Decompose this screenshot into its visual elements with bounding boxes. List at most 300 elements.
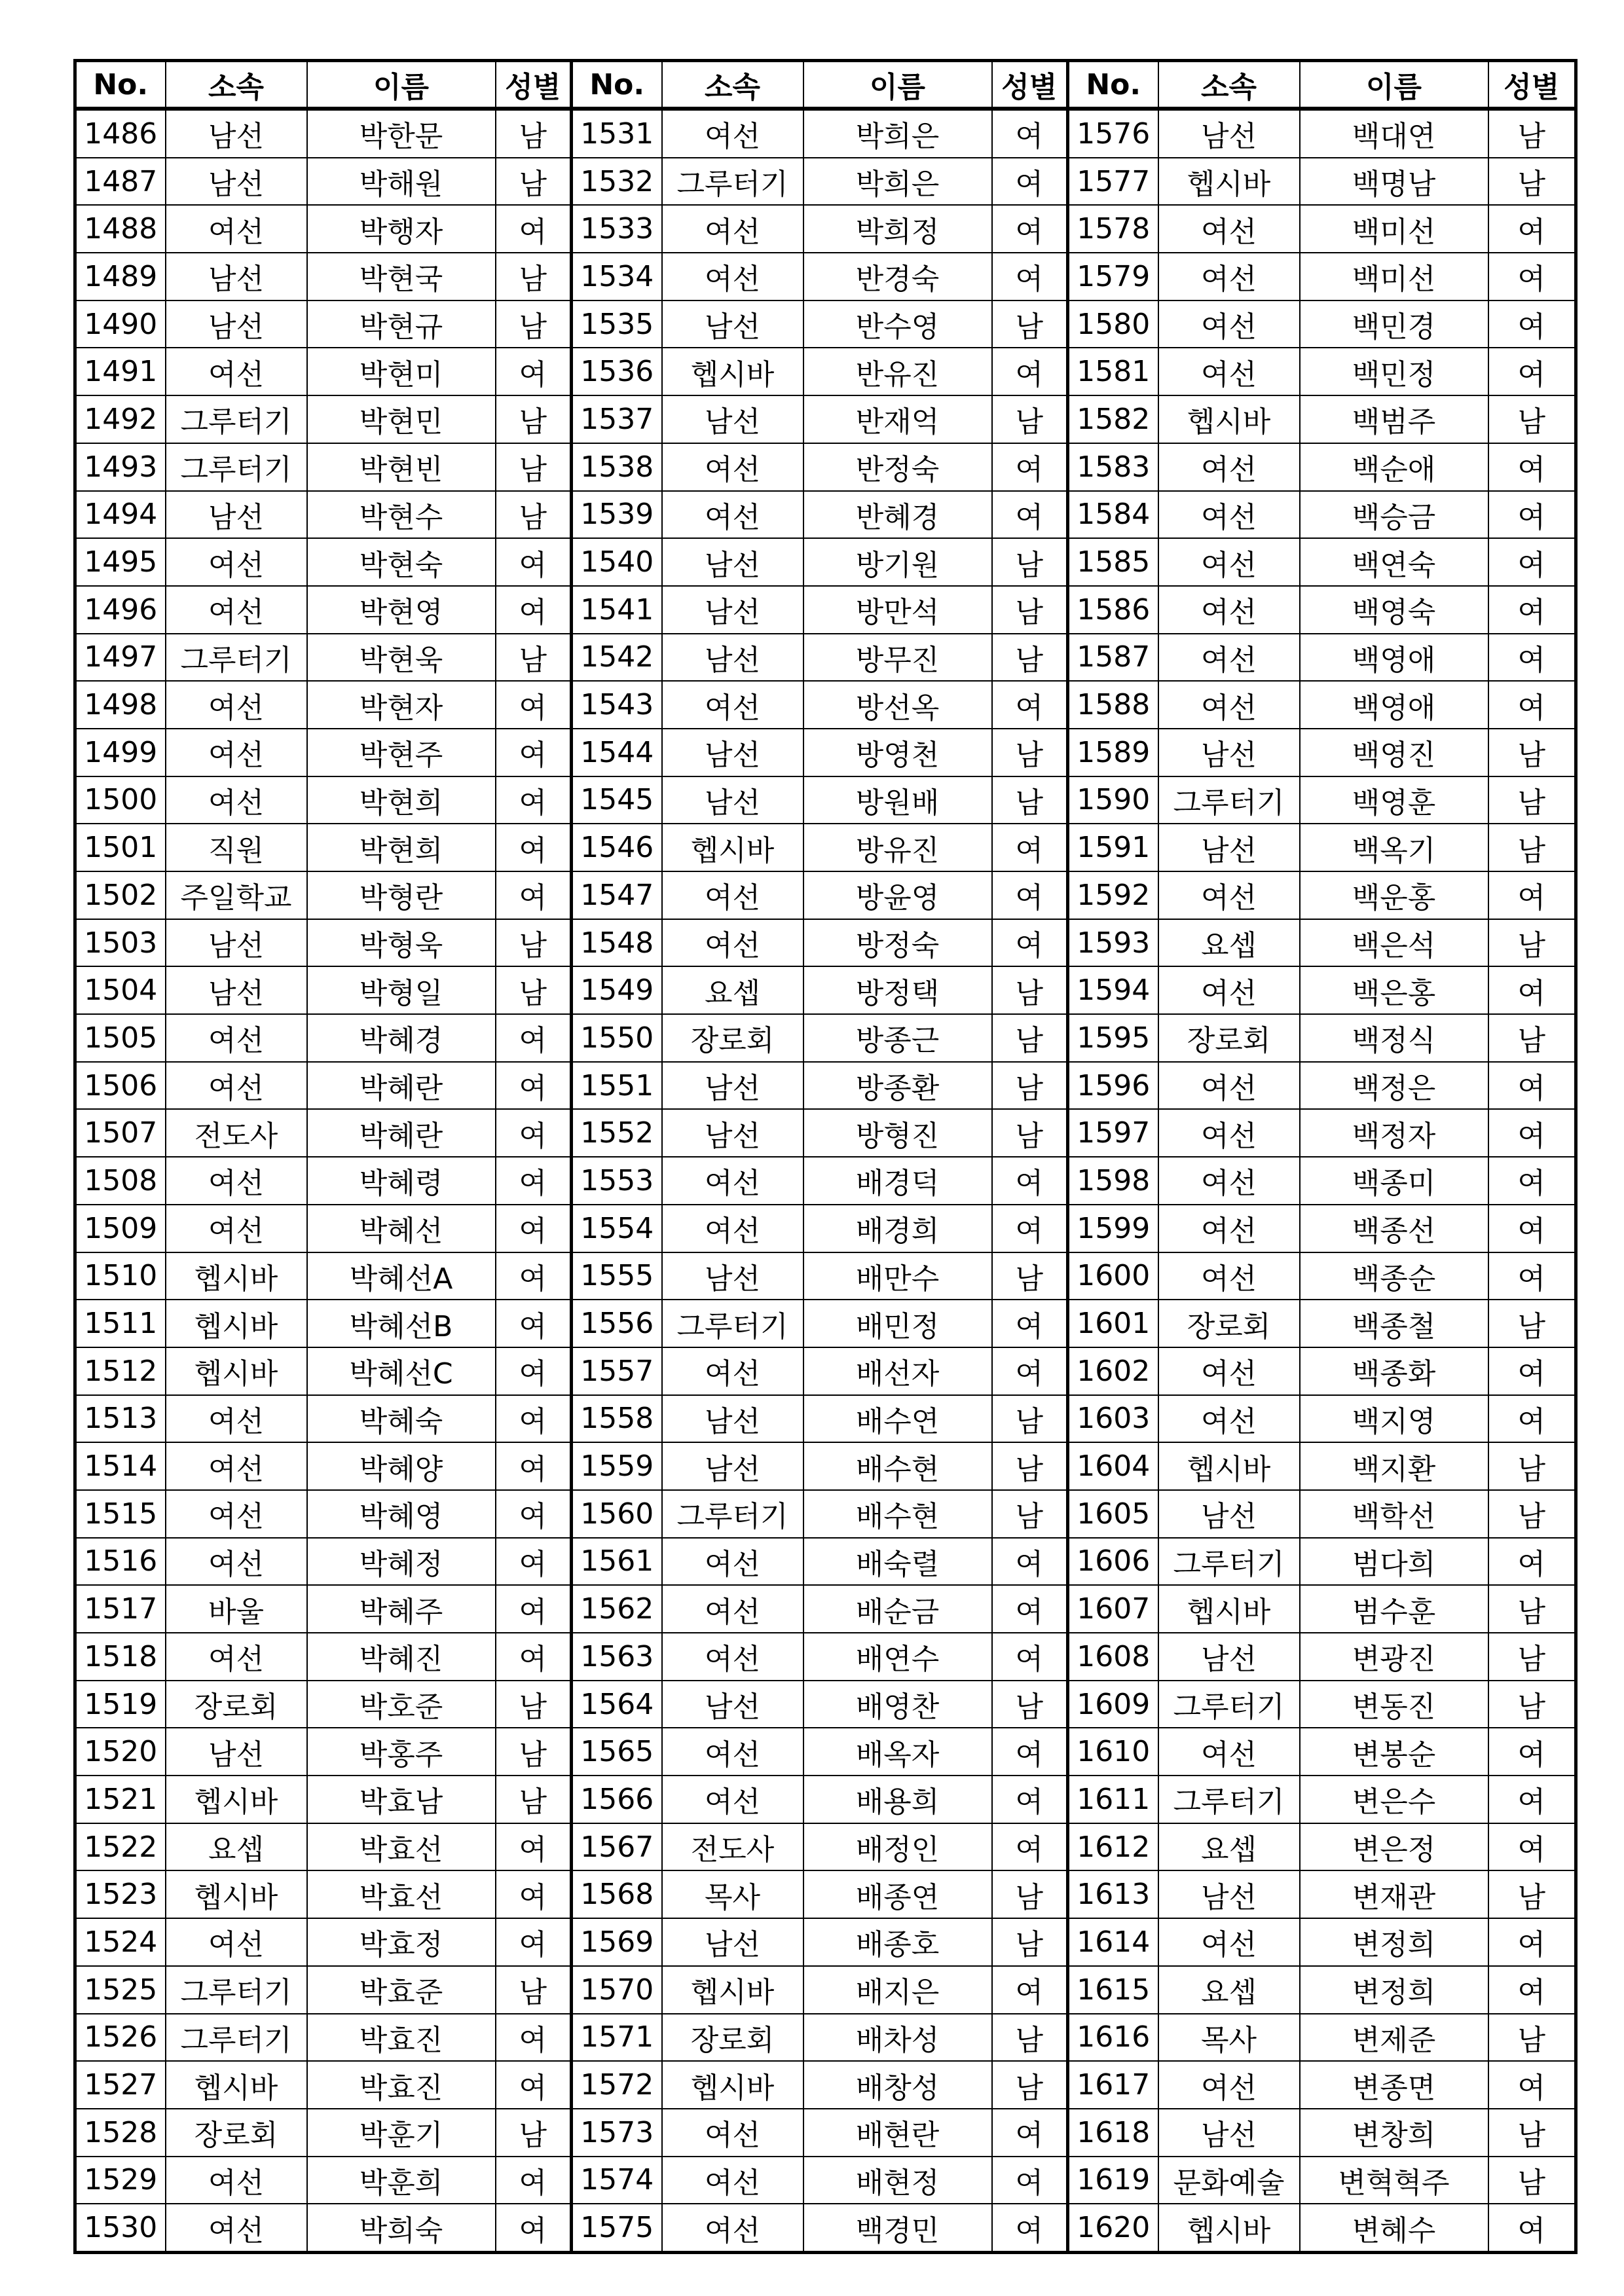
table-row xyxy=(75,776,1576,824)
cell-gender: 여 xyxy=(992,1966,1068,2014)
cell-gender: 여 xyxy=(1488,1157,1576,1205)
cell-name: 박호준 xyxy=(307,1681,496,1728)
cell-affiliation: 여선 xyxy=(662,205,803,253)
cell-gender: 남 xyxy=(1488,1681,1576,1728)
cell-name: 백운홍 xyxy=(1300,871,1488,919)
cell-number: 1596 xyxy=(1068,1062,1158,1110)
cell-number: 1546 xyxy=(572,824,662,871)
cell-gender: 여 xyxy=(992,871,1068,919)
cell-gender: 남 xyxy=(992,634,1068,682)
cell-name: 박현국 xyxy=(307,253,496,301)
cell-number: 1529 xyxy=(75,2157,166,2204)
cell-affiliation: 헵시바 xyxy=(166,1776,307,1823)
table-row xyxy=(75,634,1576,682)
cell-number: 1616 xyxy=(1068,2014,1158,2062)
cell-affiliation: 여선 xyxy=(662,1728,803,1776)
cell-number: 1615 xyxy=(1068,1966,1158,2014)
cell-affiliation: 여선 xyxy=(1158,966,1300,1014)
cell-number: 1536 xyxy=(572,348,662,395)
cell-name: 박혜영 xyxy=(307,1490,496,1538)
cell-number: 1531 xyxy=(572,109,662,158)
cell-gender: 남 xyxy=(496,158,572,206)
cell-name: 박현영 xyxy=(307,586,496,634)
cell-affiliation: 여선 xyxy=(662,919,803,967)
cell-number: 1550 xyxy=(572,1014,662,1062)
cell-number: 1532 xyxy=(572,158,662,206)
cell-number: 1505 xyxy=(75,1014,166,1062)
cell-number: 1614 xyxy=(1068,1918,1158,1966)
cell-gender: 여 xyxy=(1488,586,1576,634)
cell-affiliation: 남선 xyxy=(662,1442,803,1490)
cell-gender: 남 xyxy=(992,1062,1068,1110)
cell-name: 백지환 xyxy=(1300,1442,1488,1490)
cell-name: 백정식 xyxy=(1300,1014,1488,1062)
cell-name: 반경숙 xyxy=(803,253,992,301)
cell-number: 1553 xyxy=(572,1157,662,1205)
cell-affiliation: 주일학교 xyxy=(166,871,307,919)
cell-name: 박효준 xyxy=(307,1966,496,2014)
cell-number: 1526 xyxy=(75,2014,166,2062)
cell-gender: 여 xyxy=(1488,966,1576,1014)
cell-number: 1560 xyxy=(572,1490,662,1538)
cell-number: 1535 xyxy=(572,301,662,348)
cell-gender: 여 xyxy=(1488,205,1576,253)
cell-name: 배경덕 xyxy=(803,1157,992,1205)
cell-name: 배차성 xyxy=(803,2014,992,2062)
cell-name: 백영훈 xyxy=(1300,776,1488,824)
cell-name: 박현자 xyxy=(307,681,496,729)
cell-gender: 여 xyxy=(992,109,1068,158)
cell-number: 1500 xyxy=(75,776,166,824)
table-row xyxy=(75,1870,1576,1918)
cell-gender: 남 xyxy=(1488,2014,1576,2062)
cell-name: 박혜숙 xyxy=(307,1395,496,1443)
cell-gender: 남 xyxy=(992,1252,1068,1300)
header-row xyxy=(75,61,1576,109)
cell-number: 1593 xyxy=(1068,919,1158,967)
cell-number: 1542 xyxy=(572,634,662,682)
cell-gender: 여 xyxy=(496,1347,572,1395)
table-row xyxy=(75,586,1576,634)
cell-name: 범수훈 xyxy=(1300,1585,1488,1633)
cell-affiliation: 여선 xyxy=(1158,1157,1300,1205)
cell-name: 백민정 xyxy=(1300,348,1488,395)
cell-affiliation: 헵시바 xyxy=(1158,2204,1300,2252)
cell-name: 배연수 xyxy=(803,1633,992,1681)
table-row xyxy=(75,1109,1576,1157)
cell-gender: 여 xyxy=(1488,1252,1576,1300)
cell-gender: 여 xyxy=(1488,1062,1576,1110)
cell-name: 배순금 xyxy=(803,1585,992,1633)
cell-gender: 남 xyxy=(496,301,572,348)
cell-affiliation: 여선 xyxy=(662,1585,803,1633)
cell-affiliation: 남선 xyxy=(662,729,803,776)
cell-gender: 남 xyxy=(1488,776,1576,824)
table-row xyxy=(75,681,1576,729)
cell-affiliation: 여선 xyxy=(662,491,803,539)
table-row xyxy=(75,2014,1576,2062)
cell-name: 박혜양 xyxy=(307,1442,496,1490)
cell-number: 1539 xyxy=(572,491,662,539)
cell-number: 1565 xyxy=(572,1728,662,1776)
cell-number: 1524 xyxy=(75,1918,166,1966)
cell-affiliation: 남선 xyxy=(1158,1633,1300,1681)
cell-name: 박현숙 xyxy=(307,538,496,586)
cell-gender: 여 xyxy=(1488,1776,1576,1823)
cell-gender: 여 xyxy=(496,2204,572,2252)
cell-affiliation: 헵시바 xyxy=(166,1870,307,1918)
cell-name: 방정택 xyxy=(803,966,992,1014)
cell-affiliation: 여선 xyxy=(662,681,803,729)
cell-name: 변동진 xyxy=(1300,1681,1488,1728)
cell-affiliation: 장로회 xyxy=(166,2109,307,2157)
cell-number: 1533 xyxy=(572,205,662,253)
cell-number: 1527 xyxy=(75,2061,166,2109)
cell-name: 방종근 xyxy=(803,1014,992,1062)
cell-affiliation: 남선 xyxy=(662,538,803,586)
cell-gender: 여 xyxy=(496,1395,572,1443)
table-row xyxy=(75,443,1576,491)
cell-number: 1561 xyxy=(572,1538,662,1586)
cell-gender: 남 xyxy=(992,538,1068,586)
cell-name: 백미선 xyxy=(1300,253,1488,301)
cell-name: 박형일 xyxy=(307,966,496,1014)
cell-affiliation: 헵시바 xyxy=(662,1966,803,2014)
cell-affiliation: 요셉 xyxy=(1158,1823,1300,1871)
cell-affiliation: 바울 xyxy=(166,1585,307,1633)
cell-affiliation: 여선 xyxy=(1158,1062,1300,1110)
cell-gender: 여 xyxy=(496,1157,572,1205)
cell-gender: 여 xyxy=(992,1728,1068,1776)
cell-name: 백경민 xyxy=(803,2204,992,2252)
cell-number: 1600 xyxy=(1068,1252,1158,1300)
cell-gender: 여 xyxy=(496,1490,572,1538)
cell-affiliation: 헵시바 xyxy=(1158,395,1300,443)
cell-number: 1609 xyxy=(1068,1681,1158,1728)
cell-number: 1491 xyxy=(75,348,166,395)
cell-number: 1537 xyxy=(572,395,662,443)
cell-number: 1521 xyxy=(75,1776,166,1823)
cell-affiliation: 직원 xyxy=(166,824,307,871)
cell-gender: 여 xyxy=(1488,2061,1576,2109)
table-row xyxy=(75,1490,1576,1538)
cell-number: 1577 xyxy=(1068,158,1158,206)
cell-affiliation: 남선 xyxy=(166,1728,307,1776)
cell-number: 1598 xyxy=(1068,1157,1158,1205)
cell-gender: 여 xyxy=(496,1823,572,1871)
cell-number: 1574 xyxy=(572,2157,662,2204)
cell-affiliation: 여선 xyxy=(1158,348,1300,395)
cell-number: 1590 xyxy=(1068,776,1158,824)
cell-number: 1543 xyxy=(572,681,662,729)
cell-number: 1501 xyxy=(75,824,166,871)
cell-number: 1507 xyxy=(75,1109,166,1157)
cell-number: 1508 xyxy=(75,1157,166,1205)
cell-number: 1617 xyxy=(1068,2061,1158,2109)
cell-affiliation: 그루터기 xyxy=(662,1490,803,1538)
cell-gender: 여 xyxy=(496,1538,572,1586)
cell-gender: 남 xyxy=(1488,395,1576,443)
cell-affiliation: 여선 xyxy=(166,1918,307,1966)
cell-name: 백정은 xyxy=(1300,1062,1488,1110)
cell-name: 배현정 xyxy=(803,2157,992,2204)
cell-number: 1538 xyxy=(572,443,662,491)
cell-gender: 남 xyxy=(992,1109,1068,1157)
cell-number: 1490 xyxy=(75,301,166,348)
cell-gender: 여 xyxy=(496,1109,572,1157)
cell-affiliation: 남선 xyxy=(1158,729,1300,776)
cell-gender: 남 xyxy=(992,1014,1068,1062)
cell-gender: 여 xyxy=(1488,1347,1576,1395)
cell-affiliation: 여선 xyxy=(1158,301,1300,348)
cell-number: 1559 xyxy=(572,1442,662,1490)
cell-affiliation: 요셉 xyxy=(1158,919,1300,967)
cell-affiliation: 여선 xyxy=(662,109,803,158)
cell-number: 1603 xyxy=(1068,1395,1158,1443)
cell-gender: 여 xyxy=(1488,1918,1576,1966)
cell-name: 방기원 xyxy=(803,538,992,586)
cell-gender: 여 xyxy=(496,1585,572,1633)
cell-number: 1498 xyxy=(75,681,166,729)
cell-gender: 여 xyxy=(992,348,1068,395)
cell-number: 1618 xyxy=(1068,2109,1158,2157)
cell-name: 반혜경 xyxy=(803,491,992,539)
cell-gender: 여 xyxy=(992,253,1068,301)
cell-number: 1585 xyxy=(1068,538,1158,586)
cell-gender: 여 xyxy=(496,1870,572,1918)
cell-name: 변재관 xyxy=(1300,1870,1488,1918)
cell-affiliation: 남선 xyxy=(662,395,803,443)
cell-gender: 여 xyxy=(992,205,1068,253)
table-row xyxy=(75,301,1576,348)
cell-name: 박현민 xyxy=(307,395,496,443)
cell-gender: 여 xyxy=(992,2204,1068,2252)
cell-number: 1496 xyxy=(75,586,166,634)
cell-name: 박훈기 xyxy=(307,2109,496,2157)
cell-gender: 여 xyxy=(1488,1966,1576,2014)
cell-gender: 남 xyxy=(992,395,1068,443)
cell-gender: 남 xyxy=(1488,1442,1576,1490)
cell-gender: 여 xyxy=(496,1205,572,1252)
cell-number: 1511 xyxy=(75,1300,166,1347)
cell-number: 1515 xyxy=(75,1490,166,1538)
header-number: No. xyxy=(75,61,166,109)
cell-name: 백명남 xyxy=(1300,158,1488,206)
cell-affiliation: 헵시바 xyxy=(166,1300,307,1347)
cell-name: 박혜선C xyxy=(307,1347,496,1395)
cell-affiliation: 남선 xyxy=(662,1395,803,1443)
cell-number: 1549 xyxy=(572,966,662,1014)
cell-number: 1620 xyxy=(1068,2204,1158,2252)
cell-name: 방정숙 xyxy=(803,919,992,967)
cell-gender: 남 xyxy=(992,1681,1068,1728)
table-row xyxy=(75,1823,1576,1871)
cell-name: 백영애 xyxy=(1300,634,1488,682)
cell-number: 1528 xyxy=(75,2109,166,2157)
cell-gender: 여 xyxy=(992,681,1068,729)
cell-name: 박현욱 xyxy=(307,634,496,682)
cell-name: 박훈희 xyxy=(307,2157,496,2204)
cell-affiliation: 남선 xyxy=(166,253,307,301)
cell-number: 1589 xyxy=(1068,729,1158,776)
cell-affiliation: 남선 xyxy=(166,301,307,348)
cell-name: 방무진 xyxy=(803,634,992,682)
cell-number: 1551 xyxy=(572,1062,662,1110)
cell-name: 배수현 xyxy=(803,1442,992,1490)
cell-affiliation: 여선 xyxy=(1158,1728,1300,1776)
cell-name: 박혜진 xyxy=(307,1633,496,1681)
cell-gender: 여 xyxy=(496,538,572,586)
cell-affiliation: 요셉 xyxy=(1158,1966,1300,2014)
cell-gender: 남 xyxy=(496,109,572,158)
cell-affiliation: 여선 xyxy=(1158,253,1300,301)
cell-affiliation: 헵시바 xyxy=(166,2061,307,2109)
cell-number: 1604 xyxy=(1068,1442,1158,1490)
header-affiliation: 소속 xyxy=(166,61,307,109)
table-row xyxy=(75,1966,1576,2014)
cell-number: 1514 xyxy=(75,1442,166,1490)
roster-body xyxy=(75,109,1576,2252)
cell-name: 박희은 xyxy=(803,109,992,158)
cell-affiliation: 여선 xyxy=(166,538,307,586)
cell-gender: 여 xyxy=(992,1633,1068,1681)
cell-affiliation: 여선 xyxy=(166,2204,307,2252)
cell-number: 1563 xyxy=(572,1633,662,1681)
cell-name: 박효진 xyxy=(307,2014,496,2062)
cell-gender: 여 xyxy=(1488,1538,1576,1586)
cell-number: 1557 xyxy=(572,1347,662,1395)
cell-number: 1611 xyxy=(1068,1776,1158,1823)
cell-gender: 여 xyxy=(1488,253,1576,301)
cell-name: 반유진 xyxy=(803,348,992,395)
cell-gender: 남 xyxy=(992,729,1068,776)
cell-number: 1608 xyxy=(1068,1633,1158,1681)
cell-affiliation: 장로회 xyxy=(166,1681,307,1728)
cell-gender: 여 xyxy=(1488,1728,1576,1776)
cell-affiliation: 그루터기 xyxy=(1158,1538,1300,1586)
cell-gender: 남 xyxy=(1488,1490,1576,1538)
cell-gender: 여 xyxy=(992,491,1068,539)
cell-name: 배종호 xyxy=(803,1918,992,1966)
cell-name: 백순애 xyxy=(1300,443,1488,491)
cell-name: 배지은 xyxy=(803,1966,992,2014)
cell-affiliation: 여선 xyxy=(1158,2061,1300,2109)
cell-affiliation: 남선 xyxy=(1158,1490,1300,1538)
cell-affiliation: 전도사 xyxy=(166,1109,307,1157)
cell-number: 1540 xyxy=(572,538,662,586)
cell-number: 1525 xyxy=(75,1966,166,2014)
header-gender: 성별 xyxy=(496,61,572,109)
cell-name: 배영찬 xyxy=(803,1681,992,1728)
cell-name: 박혜선A xyxy=(307,1252,496,1300)
cell-affiliation: 여선 xyxy=(662,1205,803,1252)
table-row xyxy=(75,1205,1576,1252)
cell-gender: 여 xyxy=(992,1205,1068,1252)
cell-number: 1580 xyxy=(1068,301,1158,348)
cell-number: 1495 xyxy=(75,538,166,586)
cell-name: 배정인 xyxy=(803,1823,992,1871)
cell-gender: 남 xyxy=(1488,919,1576,967)
cell-name: 백은석 xyxy=(1300,919,1488,967)
cell-name: 백종선 xyxy=(1300,1205,1488,1252)
cell-name: 배용희 xyxy=(803,1776,992,1823)
cell-name: 백범주 xyxy=(1300,395,1488,443)
cell-name: 백민경 xyxy=(1300,301,1488,348)
cell-gender: 남 xyxy=(496,1681,572,1728)
cell-gender: 남 xyxy=(992,586,1068,634)
cell-name: 변종면 xyxy=(1300,2061,1488,2109)
cell-affiliation: 헵시바 xyxy=(662,348,803,395)
cell-name: 박혜란 xyxy=(307,1109,496,1157)
cell-name: 반정숙 xyxy=(803,443,992,491)
cell-affiliation: 남선 xyxy=(662,1109,803,1157)
cell-number: 1597 xyxy=(1068,1109,1158,1157)
cell-number: 1487 xyxy=(75,158,166,206)
cell-number: 1581 xyxy=(1068,348,1158,395)
cell-affiliation: 그루터기 xyxy=(1158,1681,1300,1728)
cell-affiliation: 남선 xyxy=(166,491,307,539)
cell-name: 박효선 xyxy=(307,1823,496,1871)
cell-name: 배현란 xyxy=(803,2109,992,2157)
cell-name: 박한문 xyxy=(307,109,496,158)
cell-name: 백종미 xyxy=(1300,1157,1488,1205)
table-row xyxy=(75,109,1576,158)
cell-name: 배수현 xyxy=(803,1490,992,1538)
table-row xyxy=(75,1395,1576,1443)
header-gender: 성별 xyxy=(1488,61,1576,109)
cell-name: 방만석 xyxy=(803,586,992,634)
cell-number: 1570 xyxy=(572,1966,662,2014)
cell-name: 백영애 xyxy=(1300,681,1488,729)
cell-gender: 여 xyxy=(1488,1109,1576,1157)
cell-number: 1588 xyxy=(1068,681,1158,729)
cell-gender: 여 xyxy=(992,2109,1068,2157)
cell-name: 박희숙 xyxy=(307,2204,496,2252)
cell-affiliation: 그루터기 xyxy=(1158,776,1300,824)
cell-name: 박혜령 xyxy=(307,1157,496,1205)
cell-number: 1619 xyxy=(1068,2157,1158,2204)
cell-number: 1545 xyxy=(572,776,662,824)
cell-gender: 여 xyxy=(496,776,572,824)
cell-number: 1556 xyxy=(572,1300,662,1347)
cell-gender: 남 xyxy=(1488,109,1576,158)
cell-name: 변은정 xyxy=(1300,1823,1488,1871)
cell-name: 박효남 xyxy=(307,1776,496,1823)
cell-affiliation: 헵시바 xyxy=(1158,1585,1300,1633)
cell-name: 범다희 xyxy=(1300,1538,1488,1586)
cell-affiliation: 여선 xyxy=(662,1776,803,1823)
cell-affiliation: 여선 xyxy=(166,1157,307,1205)
cell-number: 1592 xyxy=(1068,871,1158,919)
cell-number: 1606 xyxy=(1068,1538,1158,1586)
table-row xyxy=(75,538,1576,586)
cell-number: 1568 xyxy=(572,1870,662,1918)
cell-gender: 여 xyxy=(992,1347,1068,1395)
cell-name: 박희정 xyxy=(803,205,992,253)
cell-name: 백승금 xyxy=(1300,491,1488,539)
cell-affiliation: 헵시바 xyxy=(1158,158,1300,206)
cell-name: 변정희 xyxy=(1300,1966,1488,2014)
table-row xyxy=(75,1014,1576,1062)
cell-gender: 여 xyxy=(496,1918,572,1966)
table-row xyxy=(75,1252,1576,1300)
member-roster-table xyxy=(73,59,1578,2254)
cell-name: 박현빈 xyxy=(307,443,496,491)
cell-affiliation: 장로회 xyxy=(1158,1300,1300,1347)
cell-name: 반재억 xyxy=(803,395,992,443)
cell-gender: 여 xyxy=(1488,634,1576,682)
cell-affiliation: 헵시바 xyxy=(662,824,803,871)
